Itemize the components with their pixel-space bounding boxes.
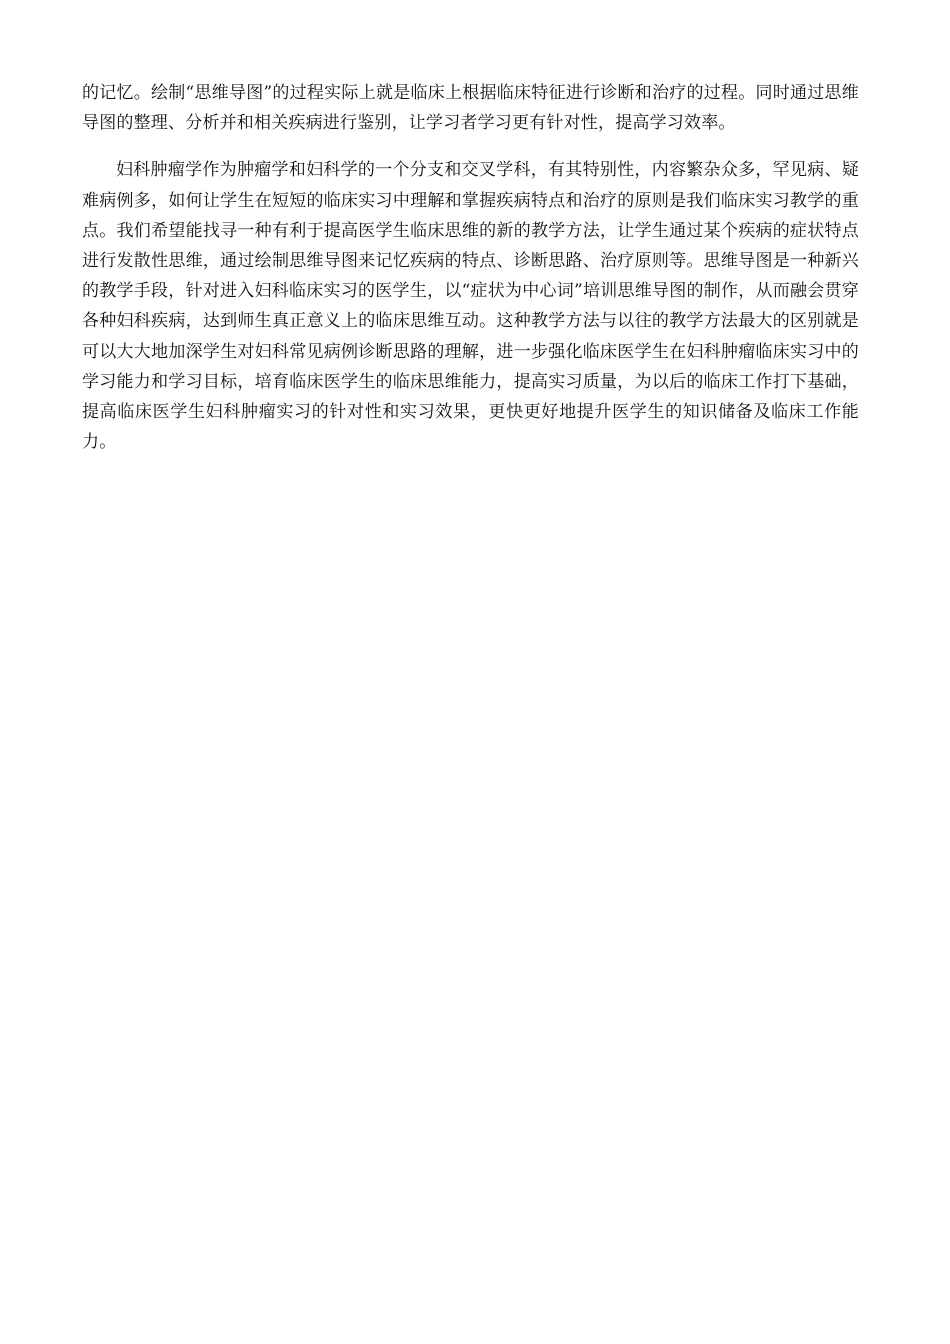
paragraph-2: 妇科肿瘤学作为肿瘤学和妇科学的一个分支和交叉学科，有其特别性，内容繁杂众多，罕见病、疑难病例多，如何让学生在短短的临床实习中理解和掌握疾病特点和治疗的原则是我们临床实习教学的重点。我们希望能找寻一种有利于提高医学生临床思维的新的教学方法，让学生通过某个疾病的症状特点进行发散性思维，通过绘制思维导图来记忆疾病的特点、诊断思路、治疗原则等。思维导图是一种新兴的教学手段，针对进入妇科临床实习的医学生，以“症状为中心词”培训思维导图的制作，从而融会贯穿各种妇科疾病，达到师生真正意义上的临床思维互动。这种教学方法与以往的教学方法最大的区别就是可以大大地加深学生对妇科常见病例诊断思路的理解，进一步强化临床医学生在妇科肿瘤临床实习中的学习能力和学习目标，培育临床医学生的临床思维能力，提高实习质量，为以后的临床工作打下基础，提高临床医学生妇科肿瘤实习的针对性和实习效果，更快更好地提升医学生的知识储备及临床工作能力。	[82, 160, 859, 453]
paragraph-1: 的记忆。绘制“思维导图”的过程实际上就是临床上根据临床特征进行诊断和治疗的过程。同时通过思维导图的整理、分析并和相关疾病进行鉴别，让学习者学习更有针对性，提高学习效率。	[82, 83, 859, 134]
document-body	[82, 78, 859, 457]
